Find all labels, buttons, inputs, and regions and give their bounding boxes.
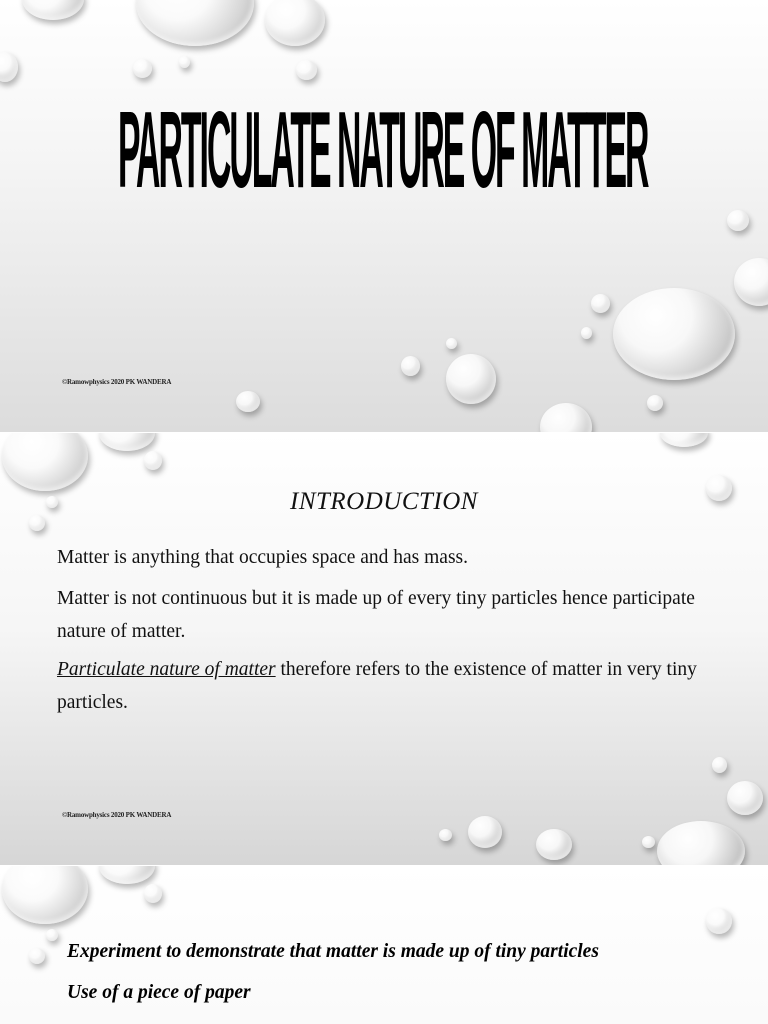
- copyright-footer: ©Ramowphysics 2020 PK WANDERA: [62, 811, 172, 819]
- water-droplet: [29, 948, 45, 964]
- section-heading: INTRODUCTION: [290, 488, 478, 515]
- water-droplet: [734, 258, 768, 306]
- slide-title: PARTICULATE NATURE OF MATTER: [118, 91, 648, 213]
- copyright-footer: ©Ramowphysics 2020 PK WANDERA: [62, 378, 172, 386]
- definition-paragraph: Matter is anything that occupies space and has mass.: [57, 547, 469, 568]
- water-droplet: [2, 433, 88, 491]
- water-droplet: [660, 433, 708, 447]
- water-droplet: [712, 757, 727, 773]
- water-droplet: [657, 821, 745, 865]
- water-droplet: [0, 52, 18, 82]
- water-droplet: [236, 391, 260, 412]
- underlined-term: Particulate nature of matter: [57, 659, 276, 680]
- water-droplet: [29, 515, 45, 531]
- water-droplet: [144, 884, 162, 903]
- water-droplet: [22, 0, 84, 20]
- water-droplet: [642, 836, 655, 848]
- water-droplet: [468, 816, 502, 848]
- continuity-paragraph: Matter is not continuous but it is made up of every tiny particles hence participate nature of matter.: [57, 588, 695, 642]
- water-droplet: [446, 354, 496, 404]
- water-droplet: [536, 829, 572, 860]
- slide-2: [0, 433, 768, 865]
- experiment-heading: Experiment to demonstrate that matter is made up of tiny particles: [67, 941, 599, 962]
- water-droplet: [99, 866, 155, 884]
- water-droplet: [46, 929, 58, 941]
- water-droplet: [439, 829, 452, 841]
- water-droplet: [647, 395, 663, 411]
- water-droplet: [99, 433, 155, 451]
- water-droplet: [727, 210, 749, 231]
- water-droplet: [144, 451, 162, 470]
- paragraph-text: therefore refers to the existence of matter in very tiny particles.: [57, 659, 697, 713]
- water-droplet: [2, 866, 88, 924]
- particulate-paragraph: [57, 653, 717, 719]
- water-droplet: [581, 327, 592, 339]
- slide-3: [0, 866, 768, 1024]
- water-droplet: [401, 356, 420, 376]
- water-droplet: [446, 338, 457, 349]
- experiment-subheading: Use of a piece of paper: [67, 982, 251, 1003]
- water-droplet: [540, 403, 592, 432]
- slide-1: [0, 0, 768, 432]
- water-droplet: [706, 908, 732, 934]
- water-droplet: [727, 781, 763, 815]
